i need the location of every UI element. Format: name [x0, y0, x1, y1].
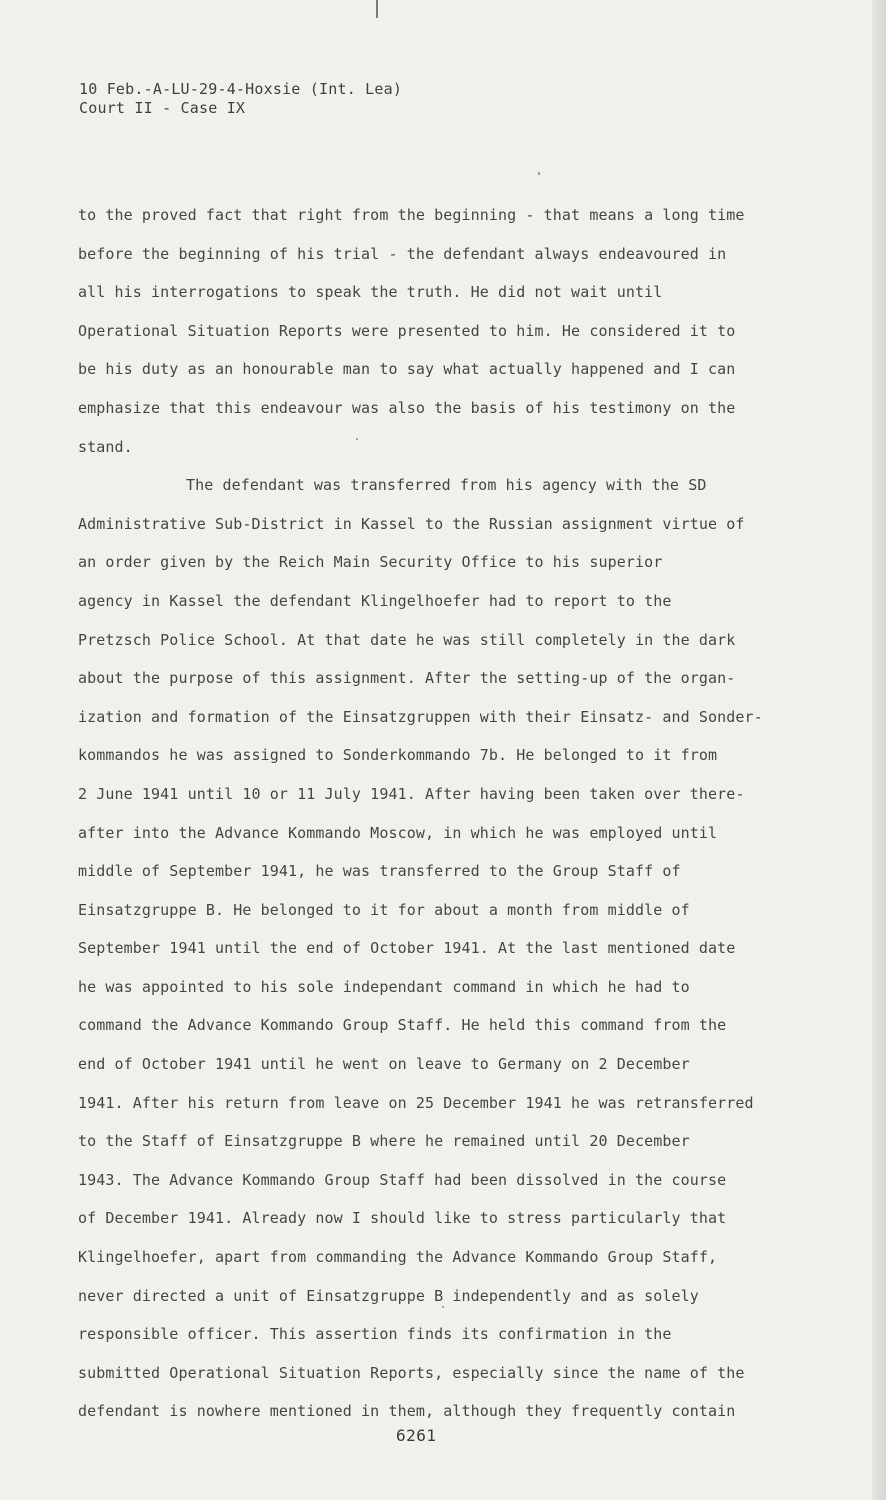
body-line: emphasize that this endeavour was also the basis of his testimony on the — [78, 398, 736, 417]
page-edge-shadow — [872, 0, 886, 1500]
body-line: Operational Situation Reports were presented to him. He considered it to — [78, 321, 736, 340]
body-line: command the Advance Kommando Group Staff. He held this command from the — [78, 1016, 727, 1035]
body-line: Klingelhoefer, apart from commanding the Advance Kommando Group Staff, — [78, 1248, 718, 1267]
body-line: middle of September 1941, he was transferred to the Group Staff of — [78, 862, 681, 881]
body-line: submitted Operational Situation Reports, especially since the name of the — [78, 1363, 745, 1382]
body-line: responsible officer. This assertion finds its confirmation in the — [78, 1325, 672, 1344]
body-line: after into the Advance Kommando Moscow, in which he was employed until — [78, 823, 718, 842]
paragraph-start-line: The defendant was transferred from his agency with the SD — [186, 476, 707, 495]
body-line: 1941. After his return from leave on 25 December 1941 he was retransferred — [78, 1093, 754, 1112]
body-line: Administrative Sub-District in Kassel to the Russian assignment virtue of — [78, 514, 745, 533]
header-court: Court II - Case IX — [79, 99, 246, 117]
body-line: he was appointed to his sole independant command in which he had to — [78, 977, 690, 996]
binding-mark — [376, 0, 378, 18]
body-line: Pretzsch Police School. At that date he was still completely in the dark — [78, 630, 736, 649]
body-line: all his interrogations to speak the truth. He did not wait until — [78, 283, 663, 302]
body-line: 2 June 1941 until 10 or 11 July 1941. After having been taken over there- — [78, 784, 745, 803]
body-line: be his duty as an honourable man to say what actually happened and I can — [78, 360, 736, 379]
body-line: before the beginning of his trial - the defendant always endeavoured in — [78, 244, 727, 263]
body-line: 1943. The Advance Kommando Group Staff had been dissolved in the course — [78, 1170, 727, 1189]
body-line: about the purpose of this assignment. After the setting-up of the organ- — [78, 669, 736, 688]
body-line: an order given by the Reich Main Security Office to his superior — [78, 553, 663, 572]
paper-speck — [538, 172, 540, 175]
paper-speck — [356, 438, 358, 440]
body-line: of December 1941. Already now I should like to stress particularly that — [78, 1209, 727, 1228]
body-line: stand. — [78, 437, 133, 456]
document-header — [79, 80, 402, 118]
body-line: ization and formation of the Einsatzgruppen with their Einsatz- and Sonder- — [78, 707, 763, 726]
body-line: Einsatzgruppe B. He belonged to it for about a month from middle of — [78, 900, 690, 919]
body-line: never directed a unit of Einsatzgruppe B independently and as solely — [78, 1286, 699, 1305]
body-line: defendant is nowhere mentioned in them, although they frequently contain — [78, 1402, 736, 1421]
transcript-body — [78, 196, 813, 1431]
body-line: September 1941 until the end of October 1941. At the last mentioned date — [78, 939, 736, 958]
body-line: kommandos he was assigned to Sonderkommando 7b. He belonged to it from — [78, 746, 718, 765]
page-number: 6261 — [396, 1426, 437, 1445]
paper-speck — [442, 1306, 444, 1308]
header-case-reference: 10 Feb.-A-LU-29-4-Hoxsie (Int. Lea) — [79, 80, 403, 98]
body-line: to the proved fact that right from the beginning - that means a long time — [78, 206, 745, 224]
body-line: agency in Kassel the defendant Klingelhoefer had to report to the — [78, 591, 672, 610]
body-line: to the Staff of Einsatzgruppe B where he remained until 20 December — [78, 1132, 690, 1151]
body-line: end of October 1941 until he went on leave to Germany on 2 December — [78, 1055, 690, 1074]
